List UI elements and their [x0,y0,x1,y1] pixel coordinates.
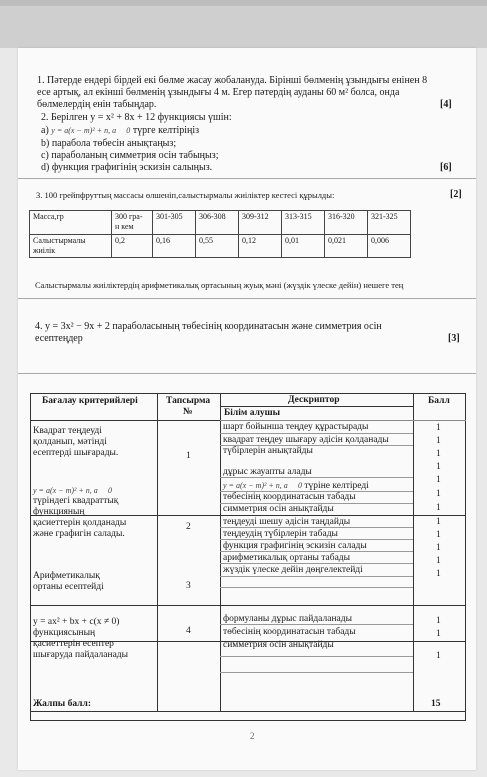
table-row [30,235,411,258]
table-cell: 0,16 [153,235,196,258]
descriptor: төбесінің координатасын табады [223,627,356,637]
table-cell: 0,55 [196,235,239,258]
table-cell: 0,01 [282,235,325,258]
table-border [220,420,466,421]
table-border [220,433,413,434]
problem1-score: [4] [440,99,452,110]
criteria-table [30,393,466,721]
problem2-intro: 2. Берілген y = x² + 8x + 12 функциясы үшін: [41,112,232,123]
table-border [30,393,466,394]
point-value: 1 [436,436,441,446]
point-value: 1 [436,543,441,553]
descriptor: квадрат теңдеу шығару әдісін қолданады [223,435,389,445]
table-border [30,515,466,516]
table-border [30,605,466,606]
problem3-question: Салыстырмалы жиіліктердің арифметикалық ортасының жуық мәні (жүздік үлеске дейін) нешеге тең [35,280,404,290]
problem2-score: [6] [440,162,452,173]
table-cell: 0,12 [239,235,282,258]
descriptor: симметрия осін анықтайды [223,640,334,650]
document-page [18,48,476,770]
point-value: 1 [436,556,441,566]
header-task-no: № [183,407,193,417]
divider-1 [18,178,476,179]
task-number: 2 [186,522,191,532]
criterion-3-line: Арифметикалық [33,571,100,581]
problem3-score: [2] [450,189,462,200]
criterion-4-line: функциясының [33,628,96,638]
total-label: Жалпы балл: [33,699,91,709]
total-value: 15 [431,699,441,709]
table-border [465,393,466,721]
point-value: 1 [436,530,441,540]
criterion-4-line: шығаруда пайдаланады [33,650,129,660]
header-descriptor: Дескриптор [288,395,340,405]
problem3-intro: 3. 100 грейпфруттың массасы өлшеніп,салыстырмалы жиіліктер кестесі құрылды: [36,190,335,200]
header-task: Тапсырма [166,396,211,406]
table-border [220,656,413,657]
criterion-2-formula: y = a(x − m)² + n, a ⃞ 0 [33,486,113,495]
task-number: 4 [186,626,191,636]
page-number: 2 [250,731,255,741]
table-border [30,711,466,712]
table-header-cell: 313-315 [282,211,325,235]
point-value: 1 [436,423,441,433]
table-header-cell: 301-305 [153,211,196,235]
problem4-score: [3] [448,333,460,344]
problem4-line2: есептеңдер [35,333,83,344]
task-number: 1 [186,451,191,461]
descriptor: симметрия осін анықтайды [223,504,334,514]
problem4-line1: 4. y = 3x² − 9x + 2 параболасының төбесінің координатасын және симметрия осін [35,321,382,332]
header-score: Балл [428,396,450,406]
table-cell: 0,021 [325,235,368,258]
point-value: 1 [436,475,441,485]
descriptor: түбірлерін анықтайды [223,446,313,456]
table-header-cell: 306-308 [196,211,239,235]
table-header-cell: 300 гра- н кем [112,211,153,235]
criterion-1-line: Квадрат теңдеуді [33,426,102,436]
criterion-2-line: түріндегі квадраттық [33,496,119,506]
header-criteria: Бағалау критерийлері [42,396,138,406]
problem2-a-label: a) [41,125,49,136]
descriptor: жүздік үлеске дейін дөңгелектейді [223,565,363,575]
problem2-d: d) функция графигінің эскизін салыңыз. [41,162,213,173]
point-value: 1 [436,651,441,661]
table-border [220,672,413,673]
criterion-1-line: есептерді шығарады. [33,448,119,458]
descriptor: дұрыс жауапты алады [223,467,312,477]
point-value: 1 [436,616,441,626]
point-value: 1 [436,449,441,459]
criterion-2-line: функцияның [33,507,85,517]
descriptor: төбесінің координатасын табады [223,492,356,502]
descriptor-formula [223,480,369,492]
problem2-a-text: түрге келтіріңіз [132,125,200,136]
table-border [220,587,413,588]
criterion-3-line: ортаны есептейді [33,582,104,592]
problem1-line3: бөлмелердің енін табыңдар. [37,99,157,110]
problem1-line1: 1. Пәтерде ендері бірдей екі бөлме жасау жобалануда. Бірінші бөлменің ұзындығы енінен 8 [37,75,428,86]
task-number: 3 [186,581,191,591]
criterion-4-line: қасиеттерін есептер [33,639,114,649]
problem2-a [41,125,199,137]
table-border [413,393,414,711]
problem2-b: b) парабола төбесін анықтаңыз; [41,138,177,149]
point-value: 1 [436,462,441,472]
table-cell: 0,2 [112,235,153,258]
scan-top-band [0,0,487,48]
descriptor-formula-tail: түріне келтіреді [304,481,369,491]
table-border [30,393,31,721]
table-cell: 0,006 [368,235,411,258]
descriptor-formula-expression: y = a(x − m)² + n, a ⃞ 0 [223,481,303,490]
descriptor: шарт бойынша теңдеу құрастырады [223,422,369,432]
table-header-cell: 321-325 [368,211,411,235]
point-value: 1 [436,489,441,499]
table-border [30,420,220,421]
criterion-4-formula: y = ax² + bx + c(x ≠ 0) [33,617,120,627]
divider-2 [18,298,476,299]
table-row [30,211,411,235]
descriptor: арифметикалық ортаны табады [223,553,351,563]
descriptor: теңдеудің түбірлерін табады [223,529,338,539]
table-header-cell: Масса,гр [30,211,112,235]
table-border [30,720,466,721]
table-border [220,406,413,407]
criterion-2-line: қасиеттерін қолданады [33,518,127,528]
divider-3 [18,373,476,374]
table-header-cell: 316-320 [325,211,368,235]
point-value: 1 [436,503,441,513]
descriptor: функция графигінің эскизін салады [223,541,367,551]
point-value: 1 [436,569,441,579]
table-border [157,393,158,711]
criterion-1-line: қолданып, мәтінді [33,437,107,447]
problem1-line2: есе артық, ал екінші бөлменің ұзындығы 4 м. Егер пәтердің ауданы 60 м² болса, онда [37,87,400,98]
table-border [220,393,221,711]
header-student: Білім алушы [224,408,281,418]
table-header-cell: 309-312 [239,211,282,235]
descriptor: теңдеуді шешу әдісін таңдайды [223,517,351,527]
descriptor: формуланы дұрыс пайдаланады [223,614,352,624]
frequency-table [29,210,411,258]
point-value: 1 [436,629,441,639]
table-row-label: Салыстырмалы жиілік [30,235,112,258]
problem2-c: c) параболаның симметрия осін табыңыз; [41,150,219,161]
criterion-2-line: және графигін салады. [33,529,125,539]
point-value: 1 [436,517,441,527]
problem2-a-formula: y = a(x − m)² + n, a ⃞ 0 [51,126,131,135]
table-border [220,576,413,577]
scan-top-edge [0,0,487,6]
